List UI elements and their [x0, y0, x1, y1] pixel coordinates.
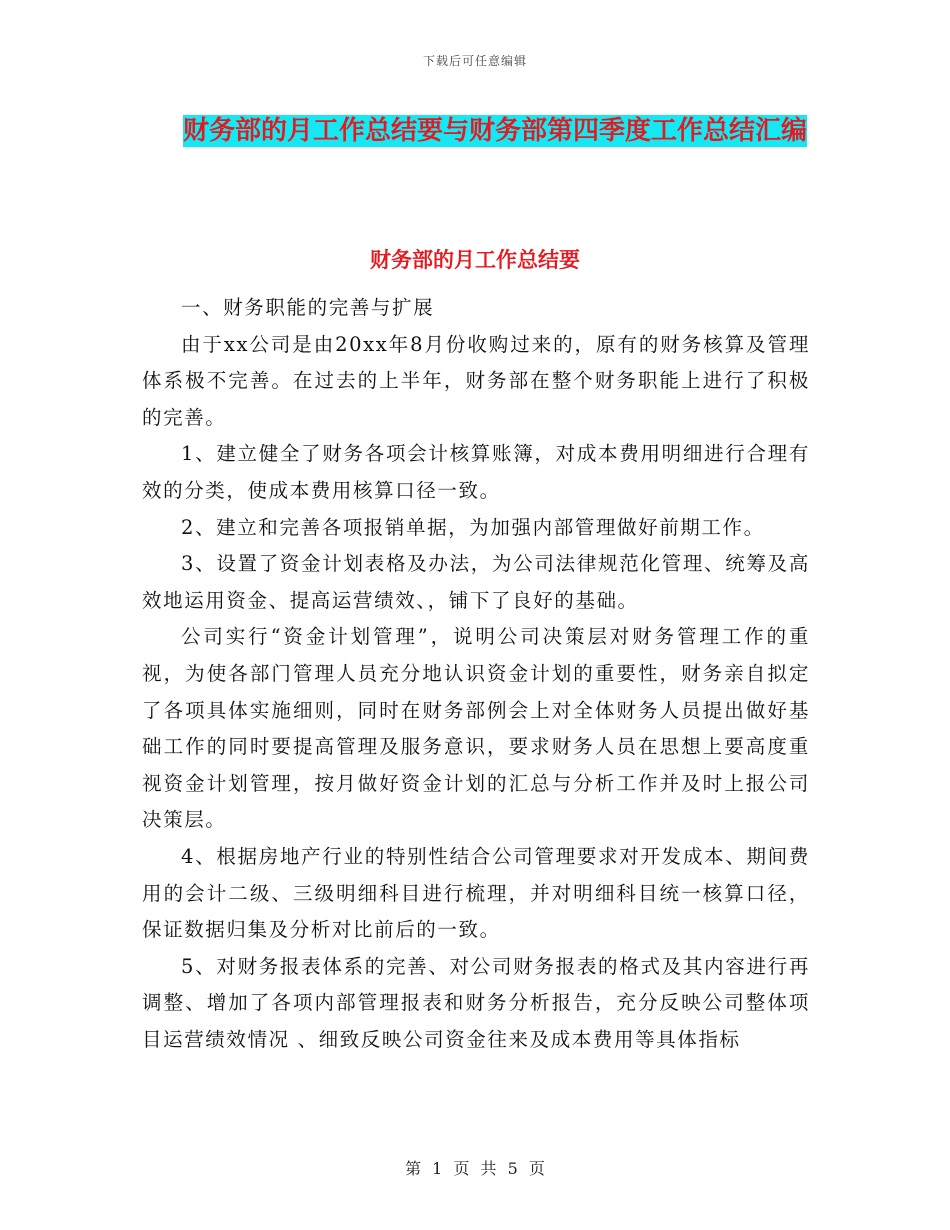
paragraph: 5、对财务报表体系的完善、对公司财务报表的格式及其内容进行再调整、增加了各项内部管理报表和财务分析报告，充分反映公司整体项目运营绩效情况 、细致反映公司资金往来及成本费用等具体指标: [142, 954, 810, 1051]
page-number-footer: 第 1 页 共 5 页: [405, 1159, 545, 1178]
paragraph: 2、建立和完善各项报销单据，为加强内部管理做好前期工作。: [181, 515, 765, 539]
header-note: 下载后可任意编辑: [422, 54, 527, 68]
paragraph: 1、建立健全了财务各项会计核算账簿，对成本费用明细进行合理有效的分类，使成本费用核算口径一致。: [142, 442, 810, 502]
document-title: [180, 108, 810, 154]
paragraph: 3、设置了资金计划表格及办法，为公司法律规范化管理、统筹及高效地运用资金、提高运营绩效、，铺下了良好的基础。: [142, 552, 810, 612]
section-title: 财务部的月工作总结要: [370, 248, 580, 272]
paragraph: 4、根据房地产行业的特别性结合公司管理要求对开发成本、期间费用的会计二级、三级明细科目进行梳理，并对明细科目统一核算口径，保证数据归集及分析对比前后的一致。: [142, 844, 810, 942]
paragraph: 一、财务职能的完善与扩展: [181, 296, 435, 319]
paragraph: 公司实行“资金计划管理”，说明公司决策层对财务管理工作的重视，为使各部门管理人员充分地认识资金计划的重要性，财务亲自拟定了各项具体实施细则，同时在财务部例会上对全体财务人员提出做好基础工作的同时要提高管理及服务意识，要求财务人员在思想上要高度重视资金计划管理，按月做好资金计划的汇总与分析工作并及时上报公司决策层。: [142, 625, 810, 832]
document-body: [142, 290, 810, 1058]
paragraph: 由于xx公司是由20xx年8月份收购过来的，原有的财务核算及管理体系极不完善。在过去的上半年，财务部在整个财务职能上进行了积极的完善。: [142, 332, 810, 429]
document-title-text: 财务部的月工作总结要与财务部第四季度工作总结汇编: [182, 116, 807, 146]
